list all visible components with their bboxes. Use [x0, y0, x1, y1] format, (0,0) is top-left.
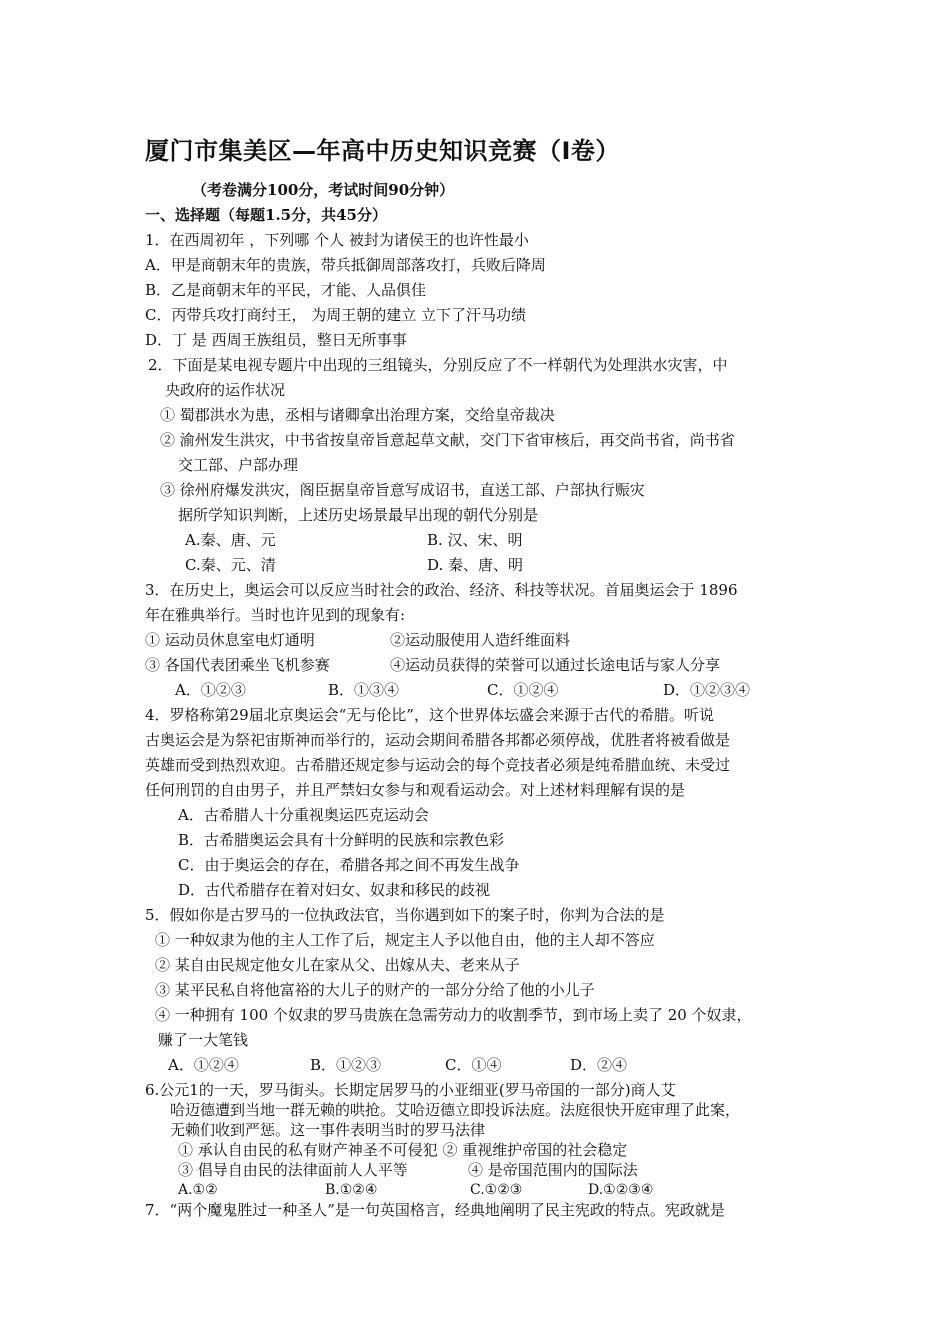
q2-option-b: B. 汉、宋、明: [427, 531, 523, 549]
q3-option-d: D．①②③④: [663, 681, 751, 699]
q5-item-3: ③ 某平民私自将他富裕的大儿子的财产的一部分分给了他的小儿子: [155, 981, 595, 999]
q6-item-1-2: ① 承认自由民的私有财产神圣不可侵犯 ② 重视维护帝国的社会稳定: [178, 1141, 628, 1159]
q5-item-1: ① 一种奴隶为他的主人工作了后，规定主人予以他自由，他的主人却不答应: [155, 931, 655, 949]
q3-stem-cont: 年在雅典举行。当时也许见到的现象有:: [145, 606, 406, 624]
q5-item-4: ④ 一种拥有 100 个奴隶的罗马贵族在急需劳动力的收割季节，到市场上卖了 20 个奴隶，: [155, 1006, 752, 1024]
q2-stem-cont: 央政府的运作状况: [165, 381, 286, 399]
q4-stem-line-1: 4．罗格称第29届北京奥运会“无与伦比”，这个世界体坛盛会来源于古代的希腊。听说: [145, 706, 714, 724]
q6-stem-line-2: 哈迈德遭到当地一群无赖的哄抢。艾哈迈德立即投诉法庭。法庭很快开庭审理了此案，: [170, 1101, 741, 1119]
q3-item-3: ③ 各国代表团乘坐飞机参赛: [145, 656, 330, 674]
q6-item-4: ④ 是帝国范围内的国际法: [468, 1161, 638, 1179]
q5-stem: 5．假如你是古罗马的一位执政法官，当你遇到如下的案子时，你判为合法的是: [145, 906, 665, 924]
q7-stem: 7．“两个魔鬼胜过一种圣人”是一句英国格言，经典地阐明了民主宪政的特点。宪政就是: [145, 1201, 725, 1219]
q6-item-3: ③ 倡导自由民的法律面前人人平等: [178, 1161, 408, 1179]
q5-option-d: D．②④: [570, 1056, 628, 1074]
q2-item-2-cont: 交工部、户部办理: [178, 456, 299, 474]
q3-item-2: ②运动服使用人造纤维面料: [390, 631, 571, 649]
q5-option-b: B．①②③: [310, 1056, 382, 1074]
q2-item-1: ① 蜀郡洪水为患，丞相与诸卿拿出治理方案，交给皇帝裁决: [160, 406, 555, 424]
q6-option-b: B.①②④: [325, 1182, 378, 1198]
q5-option-c: C．①④: [445, 1056, 502, 1074]
q5-item-4-cont: 赚了一大笔钱: [158, 1031, 249, 1049]
q6-option-a: A.①②: [178, 1182, 218, 1198]
q1-stem: 1．在西周初年 ，下列哪 个人 被封为诸侯王的也许性最小: [145, 231, 529, 249]
q3-option-c: C．①②④: [487, 681, 559, 699]
q3-option-b: B．①③④: [328, 681, 400, 699]
q2-option-c: C.秦、元、清: [185, 556, 276, 574]
q1-option-a: A．甲是商朝末年的贵族，带兵抵御周部落攻打，兵败后降周: [145, 256, 546, 274]
q2-option-a: A.秦、唐、元: [185, 531, 276, 549]
q4-option-a: A．古希腊人十分重视奥运匹克运动会: [178, 806, 429, 824]
q2-option-d: D. 秦、唐、明: [427, 556, 524, 574]
q4-stem-line-3: 英雄而受到热烈欢迎。古希腊还规定参与运动会的每个竞技者必须是纯希腊血统、未受过: [145, 756, 731, 774]
q3-item-4: ④运动员获得的荣誉可以通过长途电话与家人分享: [390, 656, 721, 674]
exam-subtitle: （考卷满分100分，考试时间90分钟）: [192, 181, 455, 199]
q4-option-b: B．古希腊奥运会具有十分鲜明的民族和宗教色彩: [178, 831, 505, 849]
q4-stem-line-2: 古奥运会是为祭祀宙斯神而举行的，运动会期间希腊各邦都必须停战，优胜者将被看做是: [145, 731, 731, 749]
q1-option-c: C．丙带兵攻打商纣王， 为周王朝的建立 立下了汗马功绩: [145, 306, 527, 324]
q2-item-3: ③ 徐州府爆发洪灾，阁臣据皇帝旨意写成诏书，直送工部、户部执行赈灾: [160, 481, 645, 499]
q6-option-c: C.①②③: [470, 1182, 523, 1198]
q5-item-2: ② 某自由民规定他女儿在家从父、出嫁从夫、老来从子: [155, 956, 520, 974]
q6-stem-line-1: 6.公元1的一天，罗马街头。长期定居罗马的小亚细亚(罗马帝国的一部分)商人艾: [145, 1081, 676, 1099]
q6-stem-line-3: 无赖们收到严惩。这一事件表明当时的罗马法律: [170, 1121, 486, 1139]
q4-option-d: D．古代希腊存在着对妇女、奴隶和移民的歧视: [178, 881, 491, 899]
q4-option-c: C．由于奥运会的存在，希腊各邦之间不再发生战争: [178, 856, 520, 874]
q1-option-d: D．丁 是 西周王族组员，整日无所事事: [145, 331, 407, 349]
section-heading: 一、选择题（每题1.5分，共45分）: [145, 206, 387, 224]
q2-item-2: ② 渝州发生洪灾，中书省按皇帝旨意起草文献，交门下省审核后，再交尚书省，尚书省: [160, 431, 735, 449]
q2-stem: 2．下面是某电视专题片中出现的三组镜头，分别反应了不一样朝代为处理洪水灾害，中: [148, 356, 728, 374]
q4-stem-line-4: 任何刑罚的自由男子，并且严禁妇女参与和观看运动会。对上述材料理解有误的是: [145, 781, 686, 799]
exam-title: 厦门市集美区—年高中历史知识竞赛（Ⅰ卷）: [145, 137, 620, 165]
q3-option-a: A．①②③: [175, 681, 246, 699]
q5-option-a: A．①②④: [168, 1056, 239, 1074]
q1-option-b: B．乙是商朝末年的平民，才能、人品俱佳: [145, 281, 427, 299]
q6-option-d: D.①②③④: [588, 1182, 654, 1198]
q3-stem: 3．在历史上，奥运会可以反应当时社会的政治、经济、科技等状况。首届奥运会于 1896: [145, 581, 738, 599]
q3-item-1: ① 运动员休息室电灯通明: [145, 631, 315, 649]
q2-ask: 据所学知识判断，上述历史场景最早出现的朝代分别是: [178, 506, 539, 524]
